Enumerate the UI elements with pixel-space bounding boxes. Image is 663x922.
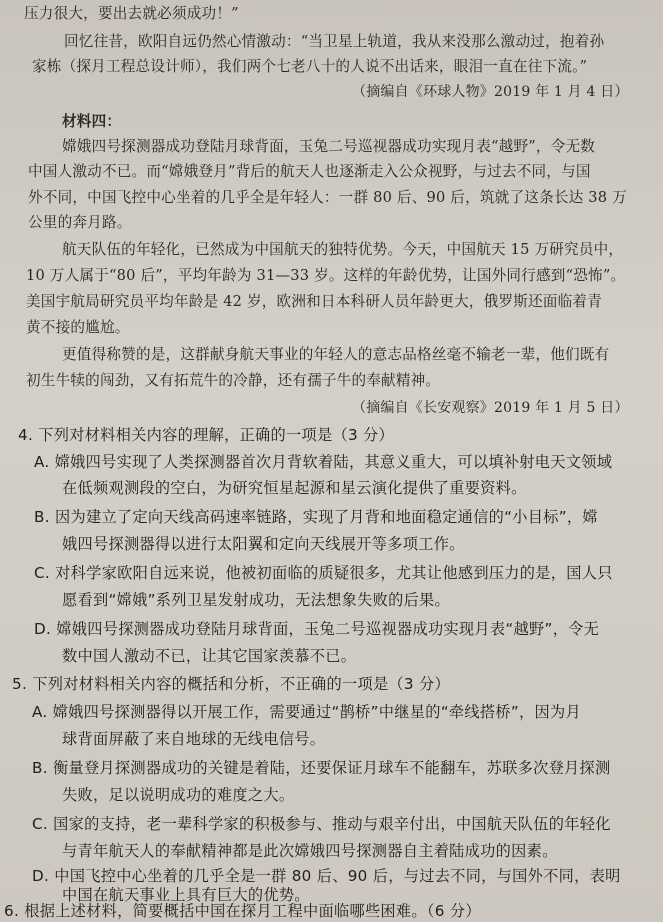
question-4-option-c-cont: 愿看到“嫦娥”系列卫星发射成功，无法想象失败的后果。 — [62, 591, 451, 609]
material4-line: 公里的奔月路。 — [28, 214, 132, 231]
question-5-option-c-cont: 与青年航天人的奉献精神都是此次嫦娥四号探测器自主着陆成功的因素。 — [62, 842, 558, 860]
material4-line: 更值得称赞的是，这群献身航天事业的年轻人的意志品格丝毫不输老一辈，他们既有 — [62, 346, 610, 363]
material3-source: （摘编自《环球人物》2019 年 1 月 4 日） — [352, 84, 629, 100]
question-5-option-d-cont: 中国在航天事业上具有巨大的优势。 — [62, 886, 310, 904]
question-4-option-b-cont: 娥四号探测器得以进行太阳翼和定向天线展开等多项工作。 — [62, 535, 465, 553]
question-4-option-d-cont: 数中国人激动不已，让其它国家羡慕不已。 — [62, 647, 357, 665]
material3-line-1: 压力很大，要出去就必须成功！” — [24, 5, 239, 22]
question-6-stem: 6. 根据上述材料，简要概括中国在探月工程中面临哪些困难。（6 分） — [4, 902, 481, 920]
question-4-option-a: A. 嫦娥四号实现了人类探测器首次月背软着陆，其意义重大，可以填补射电天文领域 — [34, 453, 613, 471]
material3-line-3: 家栋（探月工程总设计师），我们两个七老八十的人说不出话来，眼泪一直在往下流。” — [32, 58, 588, 75]
material4-line: 嫦娥四号探测器成功登陆月球背面，玉兔二号巡视器成功实现月表“越野”，令无数 — [62, 138, 596, 155]
material4-line: 外不同，中国飞控中心坐着的几乎全是年轻人：一群 80 后、90 后，筑就了这条长达 38 万 — [28, 189, 627, 206]
question-5-option-a: A. 嫦娥四号探测器得以开展工作，需要通过“鹊桥”中继星的“牵线搭桥”，因为月 — [32, 703, 581, 721]
question-4-stem: 4. 下列对材料相关内容的理解，正确的一项是（3 分） — [18, 426, 395, 444]
material3-line-2: 回忆往昔，欧阳自远仍然心情激动：“当卫星上轨道，我从来没那么激动过，抱着孙 — [64, 33, 605, 50]
question-4-option-b: B. 因为建立了定向天线高码速率链路，实现了月背和地面稳定通信的“小目标”，嫦 — [34, 508, 598, 526]
question-5-option-b-cont: 失败，足以说明成功的难度之大。 — [62, 786, 295, 804]
material4-line: 黄不接的尴尬。 — [26, 319, 130, 336]
question-4-option-c: C. 对科学家欧阳自远来说，他被初面临的质疑很多，尤其让他感到压力的是，国人只 — [34, 564, 613, 582]
material4-source: （摘编自《长安观察》2019 年 1 月 5 日） — [352, 400, 629, 416]
material4-line: 航天队伍的年轻化，已然成为中国航天的独特优势。今天，中国航天 15 万研究员中， — [62, 241, 624, 258]
question-5-option-b: B. 衡量登月探测器成功的关键是着陆，还要保证月球车不能翻车，苏联多次登月探测 — [32, 759, 611, 777]
question-4-option-d: D. 嫦娥四号探测器成功登陆月球背面，玉兔二号巡视器成功实现月表“越野”，令无 — [34, 620, 600, 638]
question-5-option-c: C. 国家的支持，老一辈科学家的积极参与、推动与艰辛付出，中国航天队伍的年轻化 — [32, 815, 611, 833]
question-4-option-a-cont: 在低频观测段的空白，为研究恒星起源和星云演化提供了重要资料。 — [62, 479, 527, 497]
material4-line: 初生牛犊的闯劲，又有拓荒牛的冷静，还有孺子牛的奉献精神。 — [26, 372, 441, 389]
material4-heading: 材料四： — [62, 113, 122, 130]
material4-line: 美国宇航局研究员平均年龄是 42 岁，欧洲和日本科研人员年龄更大，俄罗斯还面临着青 — [26, 293, 603, 310]
question-5-stem: 5. 下列对材料相关内容的概括和分析，不正确的一项是（3 分） — [12, 675, 450, 693]
material4-line: 10 万人属于“80 后”，平均年龄为 31—33 岁。这样的年龄优势，让国外同行感到“恐怖”。 — [26, 267, 626, 284]
material4-line: 中国人激动不已。而“嫦娥登月”背后的航天人也逐渐走入公众视野，与过去不同，与国 — [28, 163, 591, 180]
question-5-option-a-cont: 球背面屏蔽了来自地球的无线电信号。 — [62, 730, 326, 748]
question-5-option-d: D. 中国飞控中心坐着的几乎全是一群 80 后、90 后，与过去不同，与国外不同，表明 — [32, 867, 621, 885]
